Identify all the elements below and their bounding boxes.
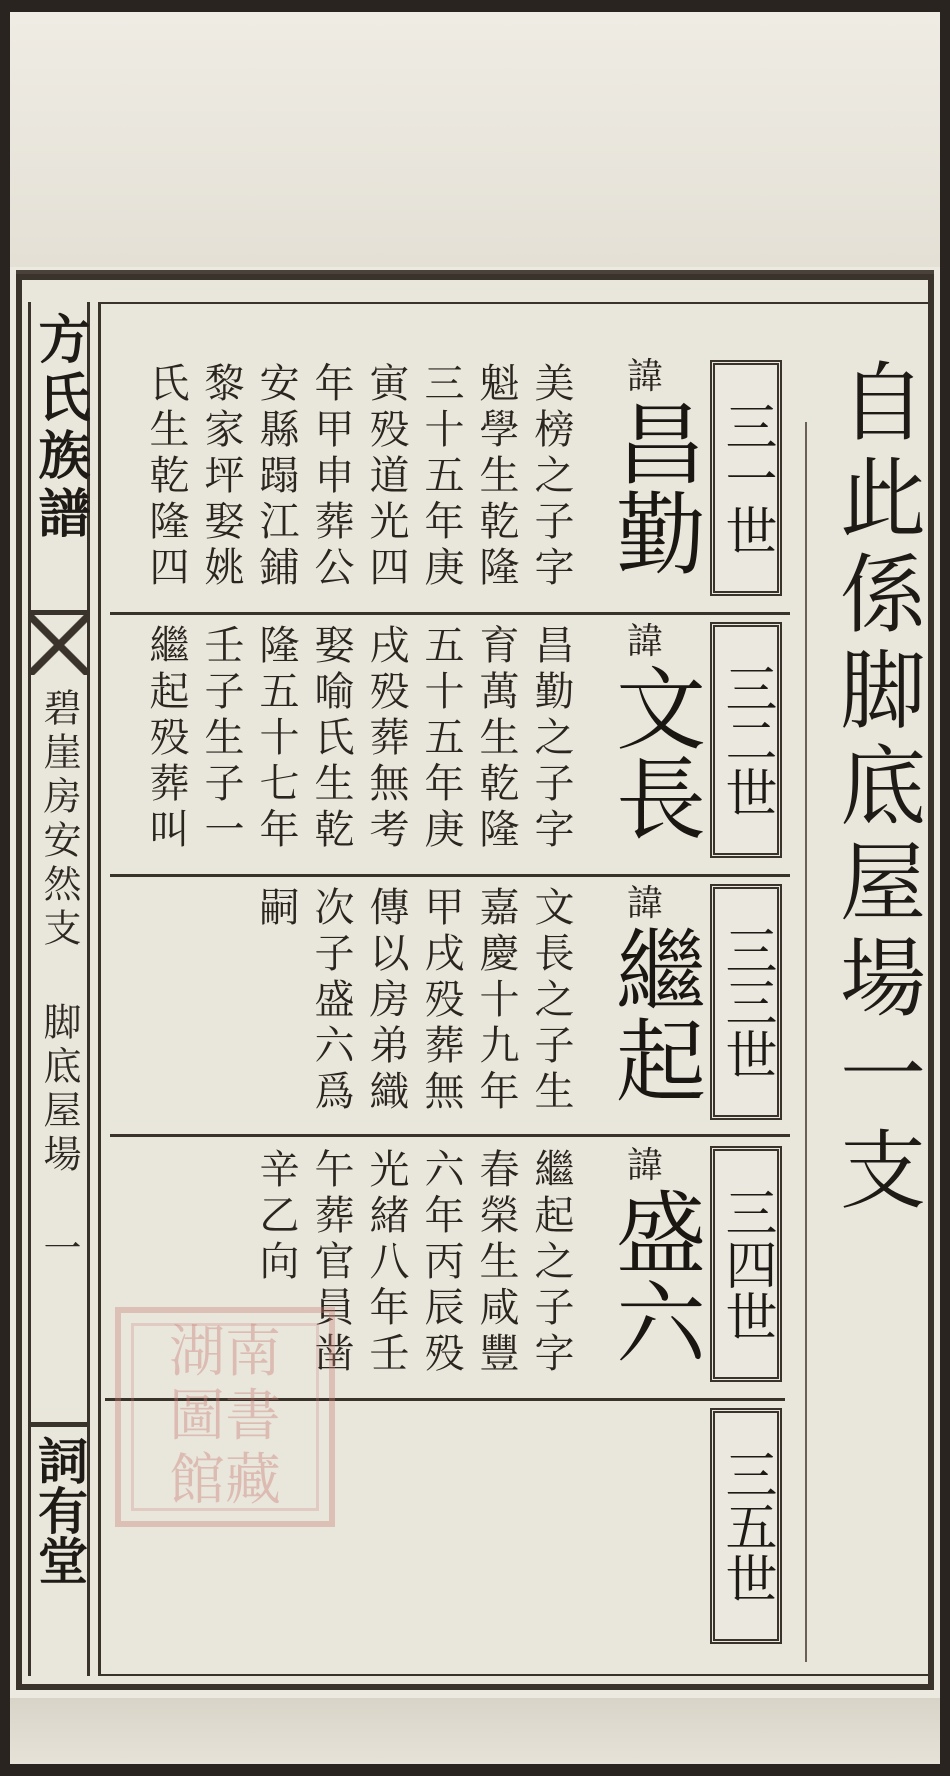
- bio-column: 次子盛六爲: [308, 886, 354, 1116]
- bio-column: 文長之子生: [528, 886, 574, 1116]
- book-title: 方氏族譜: [29, 312, 90, 544]
- generation-box-33: 三三世: [710, 884, 782, 1120]
- person-name: 文長: [600, 662, 705, 842]
- bio-column: 寅殁道光四: [363, 362, 409, 592]
- main-title: 自此係脚底屋場一支: [825, 357, 925, 1221]
- genealogy-page: [10, 12, 940, 1764]
- fish-tail-mark: [31, 610, 87, 675]
- person-entry-shengliu: [590, 1145, 705, 1396]
- bio-column: 六年丙辰殁: [418, 1148, 464, 1378]
- bio-column: 黎家坪娶姚: [198, 362, 244, 592]
- bio-column: 魁學生乾隆: [473, 362, 519, 592]
- person-entry-changqin: [590, 356, 705, 607]
- bio-column: 光緒八年壬: [363, 1148, 409, 1378]
- generation-box-32: 三二世: [710, 622, 782, 858]
- taboo-name-label: 諱: [626, 356, 663, 397]
- bio-column: 五十五年庚: [418, 624, 464, 854]
- blank-top-margin: [10, 12, 940, 267]
- bio-column: 甲戌殁葬無: [418, 886, 464, 1116]
- title-divider: [805, 422, 807, 1662]
- person-name: 昌勤: [600, 397, 705, 577]
- bio-column: 美榜之子字: [528, 362, 574, 592]
- bio-column: 午葬官員凿: [308, 1148, 354, 1378]
- bio-column: 嘉慶十九年: [473, 886, 519, 1116]
- bio-column: 三十五年庚: [418, 362, 464, 592]
- bio-column: 嗣: [253, 886, 299, 932]
- person-entry-jiqi: [590, 883, 705, 1134]
- person-name: 盛六: [600, 1186, 705, 1366]
- bio-column: 昌勤之子字: [528, 624, 574, 854]
- bio-column: 繼起之子字: [528, 1148, 574, 1378]
- person-entry-wenchang: [590, 621, 705, 872]
- bio-column: 傳以房弟織: [363, 886, 409, 1116]
- bio-column: 戌殁葬無考: [363, 624, 409, 854]
- bio-column: 年甲申葬公: [308, 362, 354, 592]
- seal-text: 湖南圖書館藏: [169, 1320, 281, 1513]
- bio-column: 繼起殁葬叫: [143, 624, 189, 854]
- taboo-name-label: 諱: [626, 621, 663, 662]
- generation-box-34: 三四世: [710, 1146, 782, 1382]
- taboo-name-label: 諱: [626, 1145, 663, 1186]
- generation-box-31: 三一世: [710, 360, 782, 596]
- bio-column: 隆五十七年: [253, 624, 299, 854]
- generation-box-35: 三五世: [710, 1408, 782, 1644]
- hall-name: 詞有堂: [31, 1422, 87, 1662]
- bio-column: 氏生乾隆四: [143, 362, 189, 592]
- bio-column: 辛乙向: [253, 1148, 299, 1286]
- bio-column: 娶喻氏生乾: [308, 624, 354, 854]
- blank-bottom-margin: [10, 1698, 940, 1764]
- person-name: 繼起: [600, 924, 705, 1104]
- branch-label: 碧崖房安然支 脚底屋場 一: [37, 688, 81, 1272]
- bio-column: 春榮生咸豐: [473, 1148, 519, 1378]
- bio-column: 壬子生子一: [198, 624, 244, 854]
- taboo-name-label: 諱: [626, 883, 663, 924]
- library-seal-stamp: [115, 1307, 335, 1527]
- bio-column: 育萬生乾隆: [473, 624, 519, 854]
- bio-column: 安縣蹋江鋪: [253, 362, 299, 592]
